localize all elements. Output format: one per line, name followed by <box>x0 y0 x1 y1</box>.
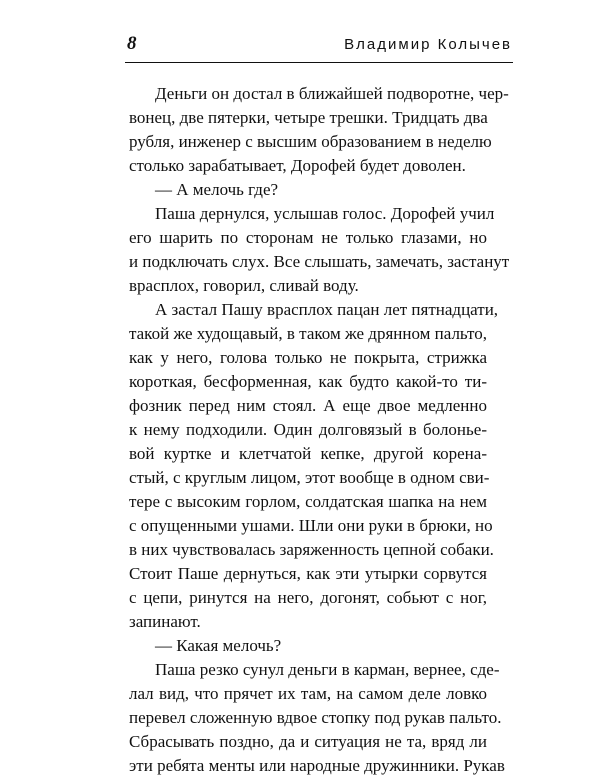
text-line: Паша резко сунул деньги в карман, вернее, сде- <box>155 660 500 679</box>
header-rule <box>125 62 513 63</box>
text-line: А застал Пашу врасплох пацан лет пятнадцати, <box>155 300 499 319</box>
text-line: — А мелочь где? <box>155 180 279 199</box>
text-line: Сбрасывать поздно, да и ситуация не та, вряд ли <box>129 732 487 751</box>
text-line: столько зарабатывает, Дорофей будет доволен. <box>129 156 466 175</box>
text-line: вой куртке и клетчатой кепке, другой корена- <box>129 444 487 463</box>
text-line: с цепи, ринутся на него, догонят, собьют с ног, <box>129 588 487 607</box>
text-line: такой же худощавый, в таком же дрянном пальто, <box>129 324 487 343</box>
text-line: запинают. <box>129 612 201 631</box>
text-line: к нему подходили. Один долговязый в болонье- <box>129 420 487 439</box>
text-line: и подключать слух. Все слышать, замечать, застанут <box>129 252 510 271</box>
text-line: с опущенными ушами. Шли они руки в брюки, но <box>129 516 493 535</box>
running-head: Владимир Колычев <box>344 36 512 53</box>
text-line: короткая, бесформенная, как будто какой-то ти- <box>129 372 487 391</box>
text-line: эти ребята менты или народные дружинники. Рукав <box>129 756 505 775</box>
text-line: Паша дернулся, услышав голос. Дорофей учил <box>155 204 495 223</box>
text-line: перевел сложенную вдвое стопку под рукав пальто. <box>129 708 502 727</box>
text-line: врасплох, говорил, сливай воду. <box>129 276 359 295</box>
text-line: лал вид, что прячет их там, на самом деле ловко <box>129 684 487 703</box>
text-line: как у него, голова только не покрыта, стрижка <box>129 348 487 367</box>
text-line: Стоит Паше дернуться, как эти утырки сорвутся <box>129 564 487 583</box>
text-line: вонец, две пятерки, четыре трешки. Тридцать два <box>129 108 488 127</box>
text-line: — Какая мелочь? <box>155 636 282 655</box>
text-line: Деньги он достал в ближайшей подворотне, чер- <box>155 84 509 103</box>
page-number: 8 <box>127 33 137 54</box>
text-line: его шарить по сторонам не только глазами, но <box>129 228 487 247</box>
text-line: стый, с круглым лицом, этот вообще в одном сви- <box>129 468 490 487</box>
text-line: в них чувствовалась заряженность цепной собаки. <box>129 540 494 559</box>
text-line: тере с высоким горлом, солдатская шапка на нем <box>129 492 487 511</box>
text-body <box>129 82 510 778</box>
text-line: фозник перед ним стоял. А еще двое медленно <box>129 396 487 415</box>
text-line: рубля, инженер с высшим образованием в неделю <box>129 132 492 151</box>
